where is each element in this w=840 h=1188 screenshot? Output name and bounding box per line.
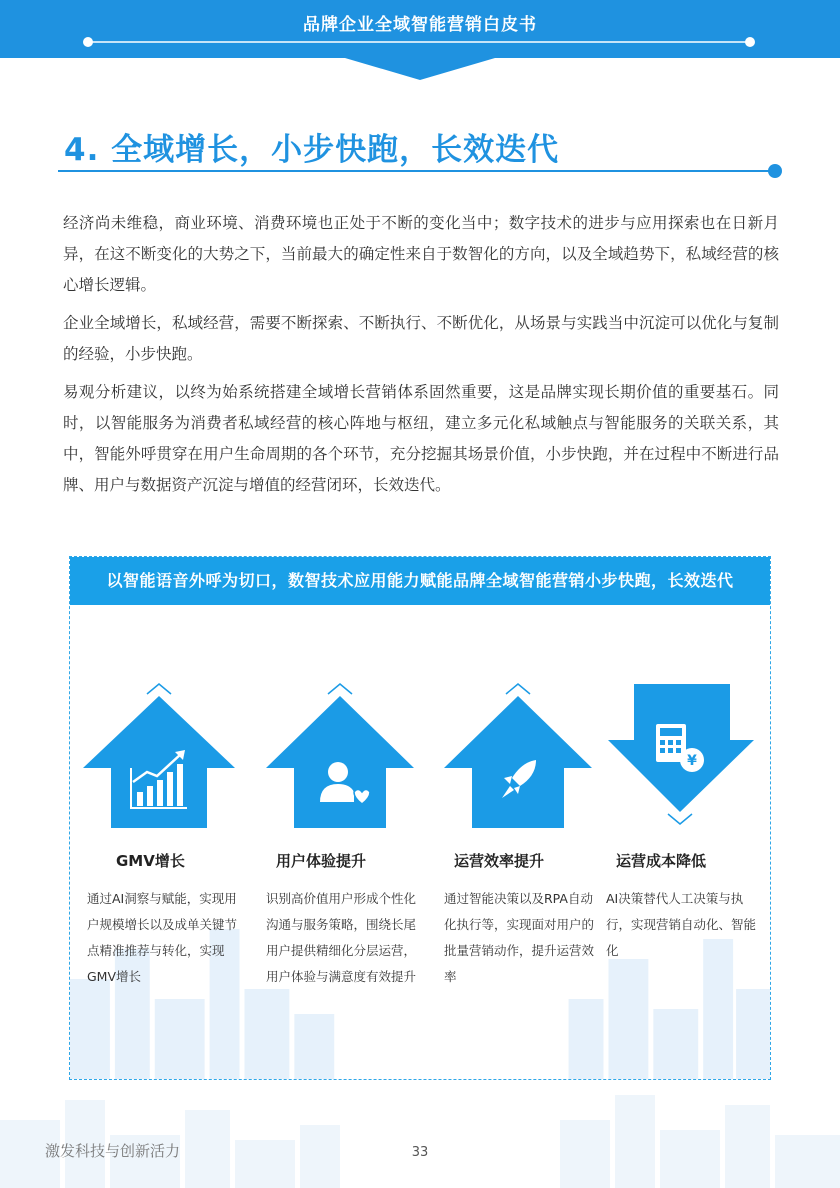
section-title: 4. 全域增长，小步快跑，长效迭代	[64, 132, 560, 168]
up-arrow-icon	[83, 680, 243, 830]
page-number: 33	[411, 1145, 429, 1160]
card-title: 运营效率提升	[454, 852, 545, 870]
header-title: 品牌企业全域智能营销白皮书	[303, 15, 537, 35]
card-title: GMV增长	[116, 852, 185, 870]
section-rule-dot	[768, 164, 782, 178]
card-cost-reduction	[604, 680, 764, 1020]
card-user-experience	[262, 680, 422, 1020]
footer-slogan: 激发科技与创新活力	[45, 1142, 181, 1160]
up-arrow-icon	[262, 680, 422, 830]
paragraph-1: 经济尚未维稳，商业环境、消费环境也正处于不断的变化当中；数字技术的进步与应用探索也在日新月异，在这不断变化的大势之下，当前最大的确定性来自于数智化的方向，以及全域趋势下，私域经营的核心增长逻辑。	[63, 214, 779, 294]
card-description: 通过AI洞察与赋能，实现用户规模增长以及成单关键节点精准推荐与转化，实现GMV增长	[87, 891, 238, 984]
footer-skyline-background	[0, 1080, 840, 1188]
body-text	[63, 208, 779, 508]
card-description: 识别高价值用户形成个性化沟通与服务策略，围绕长尾用户提供精细化分层运营，用户体验与满意度有效提升	[266, 891, 417, 984]
card-description: AI决策替代人工决策与执行，实现营销自动化、智能化	[606, 891, 757, 958]
section-rule	[58, 170, 774, 172]
page-header	[0, 0, 840, 82]
summary-box-heading: 以智能语音外呼为切口，数智技术应用能力赋能品牌全域智能营销小步快跑，长效迭代	[70, 557, 770, 605]
card-efficiency	[440, 680, 600, 1020]
card-description: 通过智能决策以及RPA自动化执行等，实现面对用户的批量营销动作，提升运营效率	[444, 891, 595, 984]
paragraph-2: 企业全域增长，私域经营，需要不断探索、不断执行、不断优化，从场景与实践当中沉淀可以优化与复制的经验，小步快跑。	[63, 314, 779, 363]
up-arrow-icon	[440, 680, 600, 830]
card-title: 运营成本降低	[616, 852, 707, 870]
down-arrow-icon	[604, 680, 764, 830]
card-gmv-growth	[83, 680, 243, 1020]
svg-text:¥: ¥	[687, 753, 697, 769]
paragraph-3: 易观分析建议，以终为始系统搭建全域增长营销体系固然重要，这是品牌实现长期价值的重要基石。同时，以智能服务为消费者私域经营的核心阵地与枢纽，建立多元化私域触点与智能服务的关联关系，其中，智能外呼贯穿在用户生命周期的各个环节，充分挖掘其场景价值，小步快跑，并在过程中不断进行品牌、用户与数据资产沉淀与增值的经营闭环，长效迭代。	[63, 383, 779, 494]
card-title: 用户体验提升	[276, 852, 367, 870]
